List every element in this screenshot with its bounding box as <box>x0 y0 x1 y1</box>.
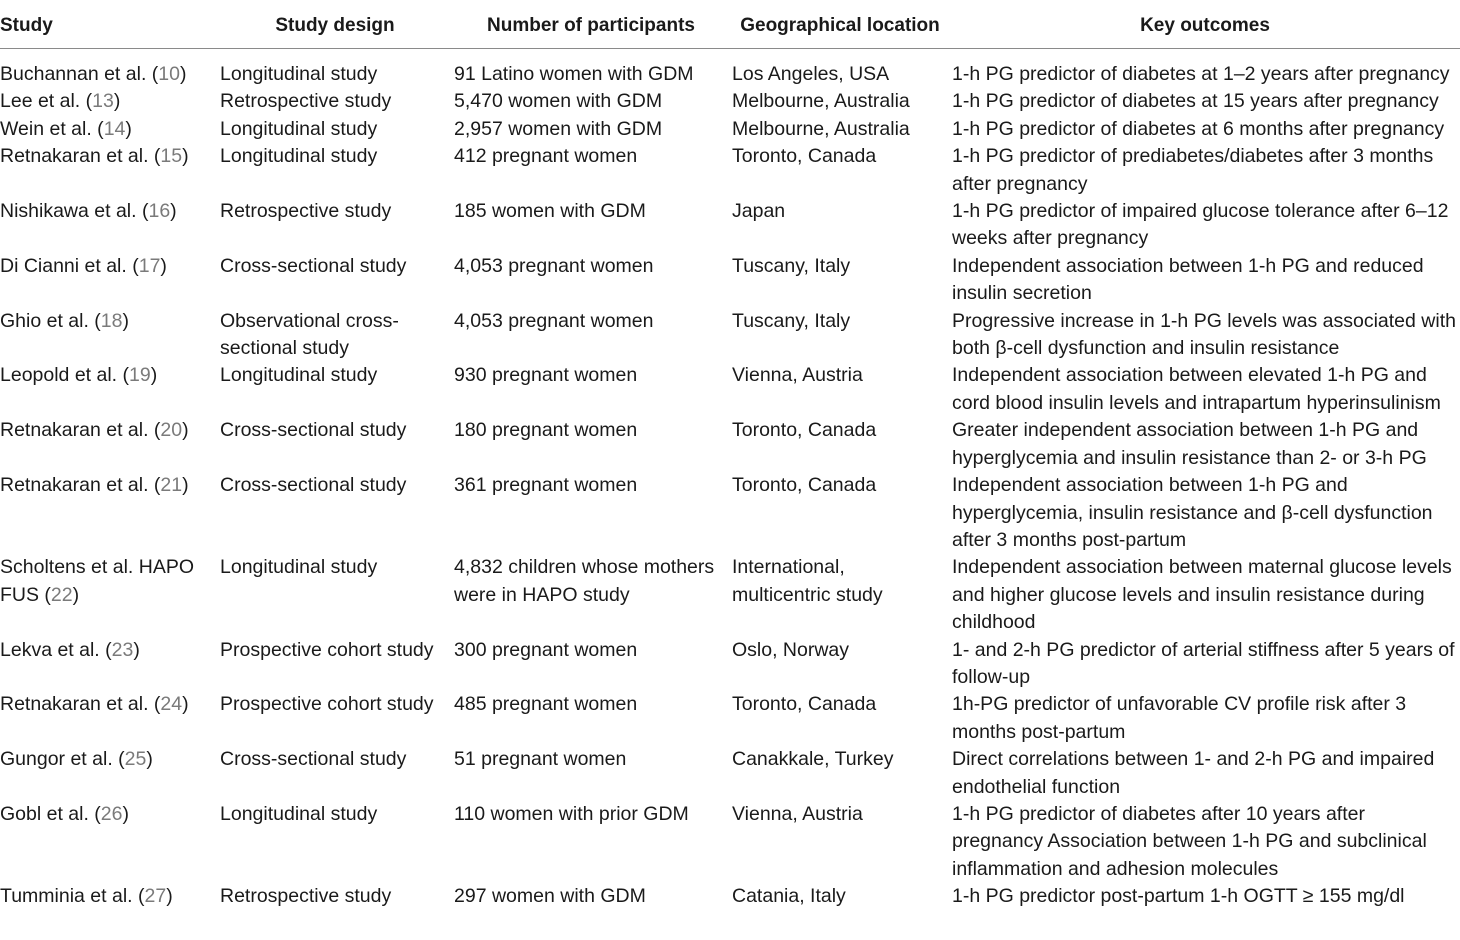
table-row <box>0 88 1460 115</box>
cell-participants: 51 pregnant women <box>454 748 627 771</box>
cell-study <box>0 362 218 417</box>
cell-outcomes: Independent association between 1-h PG and reduced insulin secretion <box>952 254 1424 305</box>
cell-design: Longitudinal study <box>220 556 378 579</box>
cell-location: Oslo, Norway <box>732 638 850 661</box>
study-author: Gobl et al. ( <box>0 802 101 825</box>
cell-study <box>0 746 218 801</box>
study-author: Leopold et al. ( <box>0 364 130 387</box>
study-author: Buchannan et al. ( <box>0 63 159 85</box>
study-author: Lekva et al. ( <box>0 638 112 661</box>
cell-location: Vienna, Austria <box>732 802 863 825</box>
cell-participants: 2,957 women with GDM <box>454 117 663 140</box>
cell-study <box>0 691 218 746</box>
cell-outcomes: Direct correlations between 1- and 2-h PG and impaired endothelial function <box>952 748 1435 798</box>
study-author: Retnakaran et al. ( <box>0 145 161 168</box>
cell-design: Observational cross-sectional study <box>220 309 399 360</box>
cell-participants: 4,832 children whose mothers were in HAPO study <box>454 556 715 606</box>
header-participants: Number of participants <box>452 0 730 49</box>
cell-study <box>0 554 218 636</box>
cell-location: Tuscany, Italy <box>732 309 851 332</box>
cell-study <box>0 637 218 692</box>
reference-link[interactable]: 14 <box>103 117 126 140</box>
table-row <box>0 198 1460 253</box>
header-location: Geographical location <box>730 0 950 49</box>
study-paren: ) <box>113 90 121 113</box>
reference-link[interactable]: 20 <box>160 419 183 442</box>
header-design: Study design <box>218 0 452 49</box>
cell-study <box>0 472 218 554</box>
reference-link[interactable]: 18 <box>100 309 123 332</box>
cell-study <box>0 49 218 89</box>
cell-location: Toronto, Canada <box>732 419 877 442</box>
cell-design: Cross-sectional study <box>220 254 407 277</box>
cell-design: Longitudinal study <box>220 117 378 140</box>
cell-design: Prospective cohort study <box>220 638 434 661</box>
study-paren: ) <box>133 638 140 661</box>
cell-design: Longitudinal study <box>220 364 378 387</box>
table-header <box>0 0 1460 49</box>
study-author: Tumminia et al. ( <box>0 885 145 908</box>
cell-outcomes: 1h-PG predictor of unfavorable CV profile risk after 3 months post-partum <box>952 693 1407 743</box>
study-paren: ) <box>72 583 80 606</box>
table-row <box>0 417 1460 472</box>
cell-outcomes: 1-h PG predictor of diabetes at 1–2 years after pregnancy <box>952 63 1450 85</box>
table-row <box>0 308 1460 363</box>
reference-link[interactable]: 26 <box>100 802 123 825</box>
study-paren: ) <box>160 254 167 277</box>
table-row <box>0 362 1460 417</box>
cell-location: Canakkale, Turkey <box>732 748 894 771</box>
cell-outcomes: 1-h PG predictor of diabetes at 6 months after pregnancy <box>952 117 1445 140</box>
cell-design: Prospective cohort study <box>220 693 434 716</box>
table-row <box>0 253 1460 308</box>
table-row <box>0 637 1460 692</box>
cell-participants: 412 pregnant women <box>454 145 638 168</box>
cell-outcomes: Greater independent association between 1-h PG and hyperglycemia and insulin resistance than 2- or 3-h PG <box>952 419 1427 469</box>
table-row <box>0 746 1460 801</box>
study-paren: ) <box>182 145 189 168</box>
study-author: Wein et al. ( <box>0 117 104 140</box>
study-author: Ghio et al. ( <box>0 309 101 332</box>
cell-location: Melbourne, Australia <box>732 90 910 113</box>
cell-participants: 110 women with prior GDM <box>454 802 689 825</box>
reference-link[interactable]: 16 <box>148 200 171 223</box>
table-row <box>0 472 1460 554</box>
cell-participants: 297 women with GDM <box>454 885 646 908</box>
study-paren: ) <box>182 474 189 497</box>
cell-design: Longitudinal study <box>220 802 378 825</box>
cell-study <box>0 417 218 472</box>
cell-design: Retrospective study <box>220 90 392 113</box>
cell-location: Toronto, Canada <box>732 474 877 497</box>
study-paren: ) <box>166 885 173 908</box>
table-body <box>0 49 1460 911</box>
cell-design: Longitudinal study <box>220 63 378 85</box>
cell-outcomes: Independent association between elevated 1-h PG and cord blood insulin levels and intrapartum hyperinsulinism <box>952 364 1441 414</box>
table-row <box>0 883 1460 910</box>
cell-participants: 361 pregnant women <box>454 474 638 497</box>
reference-link[interactable]: 27 <box>144 885 167 908</box>
cell-design: Retrospective study <box>220 885 392 908</box>
reference-link[interactable]: 25 <box>124 748 147 771</box>
cell-location: Japan <box>732 200 786 223</box>
cell-location: Melbourne, Australia <box>732 117 910 140</box>
cell-outcomes: 1-h PG predictor of prediabetes/diabetes after 3 months after pregnancy <box>952 145 1434 195</box>
reference-link[interactable]: 21 <box>160 474 183 497</box>
table-row <box>0 49 1460 89</box>
table-row <box>0 801 1460 883</box>
study-paren: ) <box>122 309 129 332</box>
cell-participants: 4,053 pregnant women <box>454 309 654 332</box>
cell-design: Retrospective study <box>220 200 392 223</box>
cell-study <box>0 253 218 308</box>
cell-participants: 300 pregnant women <box>454 638 638 661</box>
header-outcomes: Key outcomes <box>950 0 1460 49</box>
table-row <box>0 554 1460 636</box>
cell-outcomes: Independent association between maternal glucose levels and higher glucose levels and insulin resistance during childhood <box>952 556 1452 634</box>
reference-link[interactable]: 23 <box>111 638 134 661</box>
cell-design: Longitudinal study <box>220 145 378 168</box>
cell-study <box>0 143 218 198</box>
reference-link[interactable]: 10 <box>158 63 180 85</box>
cell-participants: 4,053 pregnant women <box>454 254 654 277</box>
cell-location: Tuscany, Italy <box>732 254 851 277</box>
study-paren: ) <box>182 419 189 442</box>
table-row <box>0 116 1460 143</box>
cell-outcomes: 1-h PG predictor post-partum 1-h OGTT ≥ 155 mg/dl <box>952 885 1405 908</box>
header-study: Study <box>0 0 218 49</box>
study-paren: ) <box>122 802 129 825</box>
study-paren: ) <box>179 63 187 85</box>
cell-location: International, multicentric study <box>732 556 883 606</box>
cell-outcomes: 1-h PG predictor of diabetes at 15 years after pregnancy <box>952 90 1439 113</box>
reference-link[interactable]: 13 <box>92 90 114 113</box>
cell-location: Los Angeles, USA <box>732 63 890 85</box>
study-paren: ) <box>150 364 158 387</box>
reference-link[interactable]: 22 <box>50 583 73 606</box>
study-author: Retnakaran et al. ( <box>0 693 161 716</box>
cell-outcomes: Independent association between 1-h PG and hyperglycemia, insulin resistance and β-cell dysfunction after 3 months post-partum <box>952 474 1433 551</box>
study-author: Retnakaran et al. ( <box>0 419 161 442</box>
cell-location: Toronto, Canada <box>732 693 877 716</box>
cell-study <box>0 88 218 115</box>
cell-study <box>0 198 218 253</box>
study-author: Nishikawa et al. ( <box>0 200 149 223</box>
reference-link[interactable]: 24 <box>160 693 183 716</box>
study-paren: ) <box>146 748 153 771</box>
study-paren: ) <box>182 693 189 716</box>
reference-link[interactable]: 17 <box>138 254 161 277</box>
cell-outcomes: 1-h PG predictor of diabetes after 10 years after pregnancy Association between 1-h PG and subclinical inflammation and adhesion molecules <box>952 802 1427 880</box>
cell-participants: 930 pregnant women <box>454 364 638 387</box>
cell-outcomes: 1-h PG predictor of impaired glucose tolerance after 6–12 weeks after pregnancy <box>952 200 1449 250</box>
cell-location: Toronto, Canada <box>732 145 877 168</box>
cell-study <box>0 801 218 883</box>
cell-location: Catania, Italy <box>732 885 846 908</box>
header-row <box>0 0 1460 49</box>
cell-study <box>0 308 218 363</box>
cell-study <box>0 883 218 910</box>
cell-participants: 485 pregnant women <box>454 693 638 716</box>
cell-outcomes: 1- and 2-h PG predictor of arterial stiffness after 5 years of follow-up <box>952 638 1455 688</box>
cell-design: Cross-sectional study <box>220 748 407 771</box>
study-author: Lee et al. ( <box>0 90 93 113</box>
table-row <box>0 143 1460 198</box>
cell-outcomes: Progressive increase in 1-h PG levels was associated with both β-cell dysfunction and insulin resistance <box>952 309 1456 360</box>
study-paren: ) <box>125 117 132 140</box>
study-author: Gungor et al. ( <box>0 748 125 771</box>
cell-design: Cross-sectional study <box>220 474 407 497</box>
table-row <box>0 691 1460 746</box>
study-author: Di Cianni et al. ( <box>0 254 139 277</box>
cell-location: Vienna, Austria <box>732 364 863 387</box>
reference-link[interactable]: 19 <box>129 364 151 387</box>
study-author: Scholtens et al. HAPO FUS ( <box>0 556 195 606</box>
study-paren: ) <box>170 200 177 223</box>
cell-participants: 180 pregnant women <box>454 419 638 442</box>
cell-participants: 185 women with GDM <box>454 200 646 223</box>
cell-study <box>0 116 218 143</box>
cell-participants: 91 Latino women with GDM <box>454 63 694 85</box>
cell-participants: 5,470 women with GDM <box>454 90 663 113</box>
reference-link[interactable]: 15 <box>160 145 183 168</box>
study-author: Retnakaran et al. ( <box>0 474 161 497</box>
cell-design: Cross-sectional study <box>220 419 407 442</box>
